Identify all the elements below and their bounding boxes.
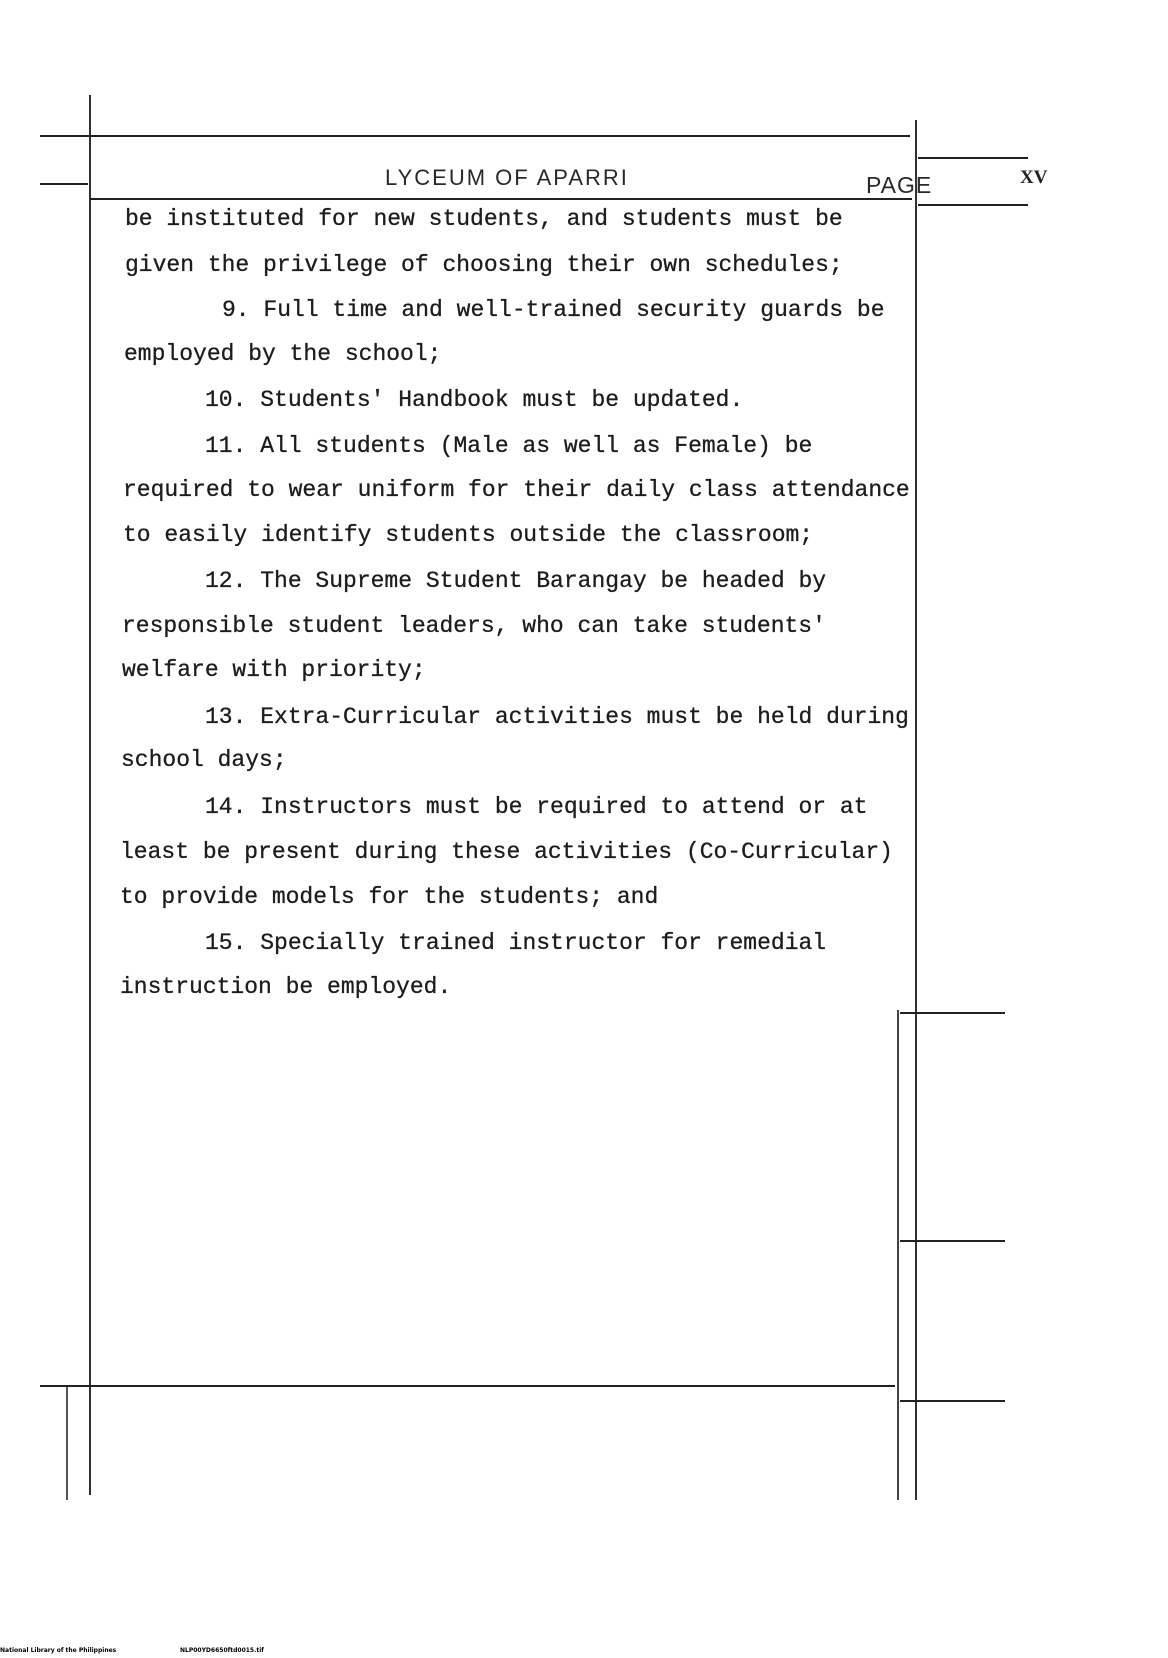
body-line: responsible student leaders, who can take students' <box>122 613 826 639</box>
body-line: instruction be employed. <box>120 974 452 1000</box>
body-line: be instituted for new students, and students must be <box>125 206 843 232</box>
header-top-rule-right <box>918 157 1028 159</box>
body-line: school days; <box>121 747 287 773</box>
page-label: PAGE <box>866 172 933 198</box>
header-underline <box>90 198 912 200</box>
body-line: given the privilege of choosing their own schedules; <box>125 252 843 278</box>
body-line: 10. Students' Handbook must be updated. <box>205 387 744 413</box>
library-credit: National Library of the Philippines <box>0 1647 117 1654</box>
right-lower-rule <box>897 1010 899 1500</box>
right-mid-rule-2 <box>900 1240 1005 1242</box>
body-line: 12. The Supreme Student Barangay be headed by <box>205 568 827 594</box>
body-line: employed by the school; <box>124 341 442 367</box>
right-margin-rule <box>915 120 917 1500</box>
scan-filename: NLP00YD6650ftd0015.tif <box>180 1647 264 1654</box>
header-top-rule <box>40 135 910 137</box>
body-line: 13. Extra-Curricular activities must be held during <box>205 704 909 730</box>
body-line: welfare with priority; <box>122 657 426 683</box>
header-underline-left <box>40 183 88 185</box>
bottom-rule <box>40 1385 895 1387</box>
institution-title: LYCEUM OF APARRI <box>385 165 629 190</box>
page-number: XV <box>1020 167 1048 188</box>
body-line: required to wear uniform for their daily class attendance <box>123 477 910 503</box>
right-mid-rule-1 <box>900 1012 1005 1014</box>
body-line: 9. Full time and well-trained security guards be <box>222 297 885 323</box>
body-line: 15. Specially trained instructor for remedial <box>205 930 827 956</box>
body-line: to easily identify students outside the classroom; <box>123 522 814 548</box>
header-underline-right <box>918 204 1028 206</box>
body-line: 11. All students (Male as well as Female) be <box>205 433 813 459</box>
body-line: to provide models for the students; and <box>120 884 659 910</box>
left-margin-rule <box>89 95 91 1495</box>
left-inner-rule <box>66 1385 68 1500</box>
bottom-rule-right <box>900 1400 1005 1402</box>
body-line: least be present during these activities (Co-Curricular) <box>120 839 893 865</box>
body-line: 14. Instructors must be required to attend or at <box>205 794 868 820</box>
